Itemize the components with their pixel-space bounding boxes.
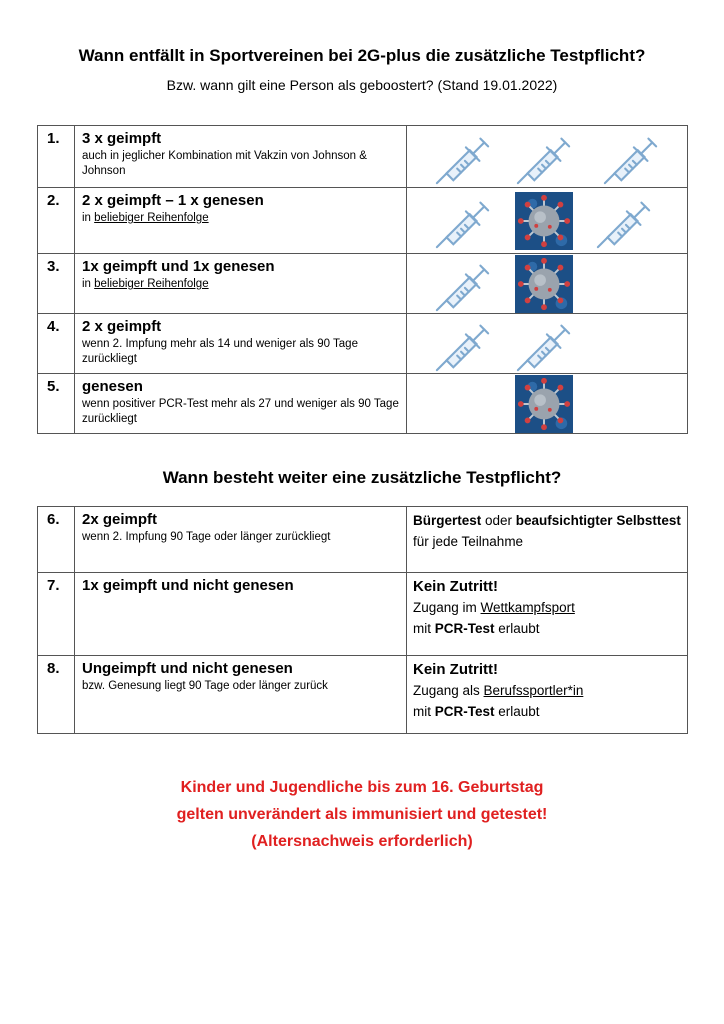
underlined-text: Wettkampfsport	[480, 600, 575, 615]
row-requirement: Kein Zutritt! Zugang als Berufssportler*in mit PCR-Test erlaubt	[407, 656, 688, 734]
row-heading: 2 x geimpft	[82, 318, 162, 335]
syringe-icon	[434, 315, 492, 373]
no-entry-label: Kein Zutritt!	[413, 661, 498, 678]
table-test-required	[37, 506, 688, 734]
table-boosted	[37, 125, 688, 434]
row-heading: Ungeimpft und nicht genesen	[82, 660, 293, 677]
row-icons	[407, 126, 688, 188]
row-number: 1.	[38, 126, 75, 188]
row-number: 3.	[38, 254, 75, 314]
virus-icon	[515, 375, 573, 433]
row-subtext: in beliebiger Reihenfolge	[82, 212, 209, 224]
row-description	[75, 656, 407, 734]
no-entry-label: Kein Zutritt!	[413, 578, 498, 595]
page-subtitle: Bzw. wann gilt eine Person als geboostert? (Stand 19.01.2022)	[166, 77, 558, 93]
underlined-text: Berufssportler*in	[483, 683, 584, 698]
row-heading: 1x geimpft und nicht genesen	[82, 577, 294, 594]
row-heading: 2x geimpft	[82, 511, 158, 528]
row-heading: 1x geimpft und 1x genesen	[82, 258, 275, 275]
underlined-text: beliebiger Reihenfolge	[94, 278, 209, 290]
page-title: Wann entfällt in Sportvereinen bei 2G-plus die zusätzliche Testpflicht?	[78, 46, 646, 65]
syringe-icon	[595, 192, 653, 250]
table-row	[38, 656, 688, 734]
virus-icon	[515, 192, 573, 250]
table-row	[38, 254, 688, 314]
row-description	[75, 188, 407, 254]
row-icons	[407, 188, 688, 254]
table-row	[38, 188, 688, 254]
table-row	[38, 374, 688, 434]
table-row	[38, 314, 688, 374]
row-icons	[407, 314, 688, 374]
row-heading: 3 x geimpft	[82, 130, 162, 147]
row-heading: 2 x geimpft – 1 x genesen	[82, 192, 264, 209]
row-subtext: wenn 2. Impfung 90 Tage oder länger zurückliegt	[82, 531, 331, 543]
row-description	[75, 254, 407, 314]
row-subtext: in beliebiger Reihenfolge	[82, 278, 209, 290]
syringe-icon	[515, 315, 573, 373]
row-number: 7.	[38, 573, 75, 656]
row-requirement: Kein Zutritt! Zugang im Wettkampfsport mit PCR-Test erlaubt	[407, 573, 688, 656]
row-subtext: wenn 2. Impfung mehr als 14 und weniger als 90 Tage zurückliegt	[82, 338, 358, 365]
row-icons	[407, 254, 688, 314]
syringe-icon	[434, 128, 492, 186]
footer-line-3: (Altersnachweis erforderlich)	[251, 833, 473, 850]
row-description	[75, 126, 407, 188]
syringe-icon	[434, 255, 492, 313]
table-row	[38, 573, 688, 656]
virus-icon	[515, 255, 573, 313]
row-number: 2.	[38, 188, 75, 254]
underlined-text: beliebiger Reihenfolge	[94, 212, 209, 224]
table-row	[38, 126, 688, 188]
footer-line-2: gelten unverändert als immunisiert und getestet!	[176, 806, 548, 823]
row-requirement: Bürgertest oder beaufsichtigter Selbsttest für jede Teilnahme	[407, 507, 688, 573]
syringe-icon	[515, 128, 573, 186]
syringe-icon	[434, 192, 492, 250]
row-description	[75, 573, 407, 656]
row-description	[75, 374, 407, 434]
table-row	[38, 507, 688, 573]
row-number: 6.	[38, 507, 75, 573]
syringe-icon	[602, 128, 660, 186]
row-number: 5.	[38, 374, 75, 434]
row-subtext: auch in jeglicher Kombination mit Vakzin von Johnson & Johnson	[82, 150, 367, 177]
row-number: 4.	[38, 314, 75, 374]
section-title: Wann besteht weiter eine zusätzliche Testpflicht?	[162, 468, 562, 487]
row-description	[75, 507, 407, 573]
footer-line-1: Kinder und Jugendliche bis zum 16. Geburtstag	[180, 779, 544, 796]
row-subtext: bzw. Genesung liegt 90 Tage oder länger zurück	[82, 680, 328, 692]
row-number: 8.	[38, 656, 75, 734]
row-icons	[407, 374, 688, 434]
row-heading: genesen	[82, 378, 143, 395]
row-subtext: wenn positiver PCR-Test mehr als 27 und weniger als 90 Tage zurückliegt	[82, 398, 399, 425]
row-description	[75, 314, 407, 374]
